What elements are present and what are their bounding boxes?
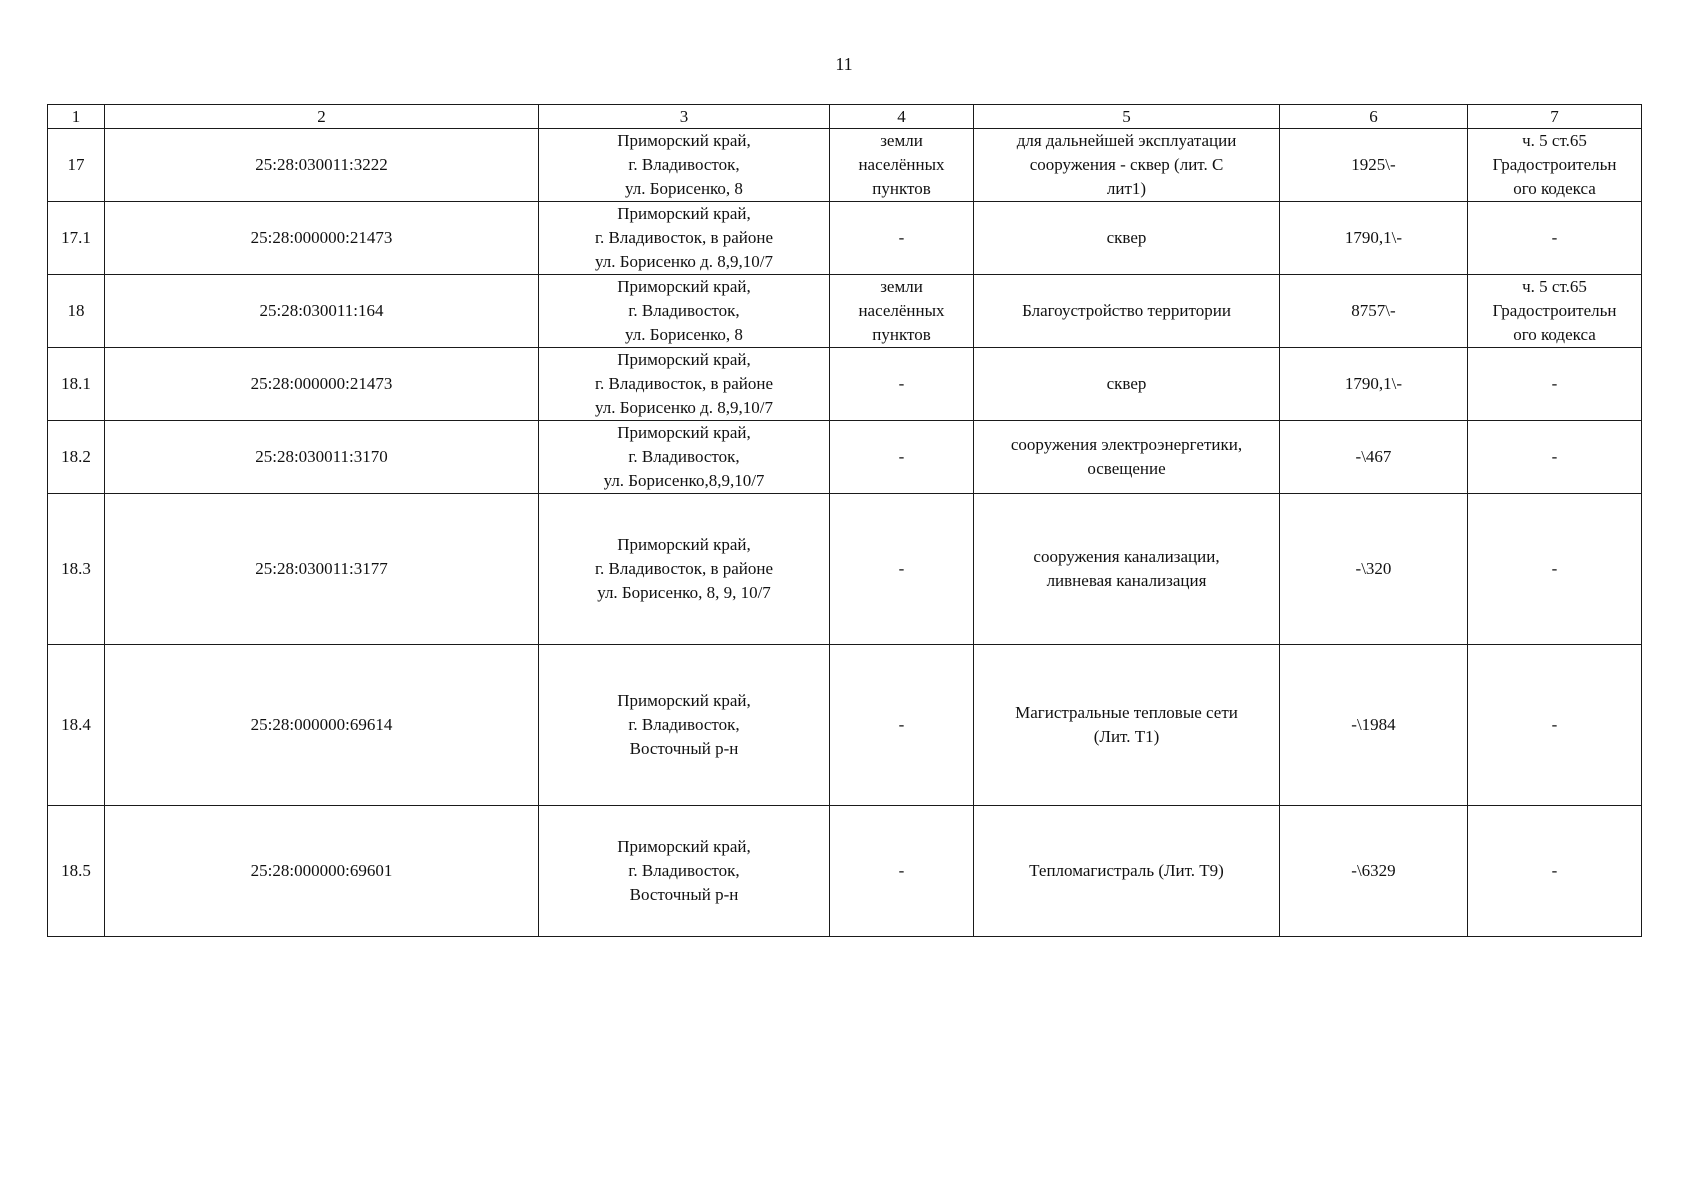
address-cell [539, 202, 830, 275]
cadastral-number-cell: 25:28:030011:3222 [105, 129, 539, 202]
row-number-cell: 18 [48, 275, 105, 348]
address-line: Восточный р-н [629, 885, 739, 904]
cadastral-number-cell: 25:28:000000:21473 [105, 202, 539, 275]
address-line: г. Владивосток, [628, 447, 740, 466]
table-row [48, 645, 1642, 806]
address-line: ул. Борисенко д. 8,9,10/7 [594, 252, 773, 271]
usage-line: ливневая канализация [1046, 571, 1207, 590]
table-row [48, 494, 1642, 645]
area-cell: 1790,1\- [1280, 348, 1468, 421]
area-cell: 8757\- [1280, 275, 1468, 348]
legal-basis-cell: - [1468, 202, 1642, 275]
column-number: 6 [1280, 105, 1468, 129]
address-line: г. Владивосток, в районе [594, 374, 774, 393]
table-row [48, 348, 1642, 421]
usage-line: сооружения электроэнергетики, [1010, 435, 1243, 454]
row-number-cell: 18.1 [48, 348, 105, 421]
cadastral-number-cell: 25:28:000000:69601 [105, 806, 539, 937]
permitted-use-cell [974, 421, 1280, 494]
address-line: ул. Борисенко,8,9,10/7 [603, 471, 765, 490]
row-number-cell: 18.4 [48, 645, 105, 806]
row-number-cell: 18.5 [48, 806, 105, 937]
address-line: г. Владивосток, [628, 861, 740, 880]
address-cell [539, 494, 830, 645]
land-category-cell [830, 275, 974, 348]
land-category-cell: - [830, 202, 974, 275]
basis-line: ч. 5 ст.65 [1522, 277, 1587, 296]
area-cell: -\6329 [1280, 806, 1468, 937]
basis-line: Градостроительн [1492, 301, 1617, 320]
usage-line: сооружения канализации, [1033, 547, 1220, 566]
address-line: Приморский край, [617, 535, 751, 554]
basis-line: Градостроительн [1492, 155, 1617, 174]
cadastral-number-cell: 25:28:000000:21473 [105, 348, 539, 421]
permitted-use-cell: сквер [974, 202, 1280, 275]
address-line: Приморский край, [617, 837, 751, 856]
legal-basis-cell [1468, 129, 1642, 202]
usage-line: для дальнейшей эксплуатации [1016, 131, 1237, 150]
land-category-cell: - [830, 494, 974, 645]
column-number: 4 [830, 105, 974, 129]
address-line: ул. Борисенко, 8 [625, 325, 743, 344]
table-row [48, 129, 1642, 202]
row-number-cell: 17 [48, 129, 105, 202]
legal-basis-cell: - [1468, 806, 1642, 937]
legal-basis-cell: - [1468, 645, 1642, 806]
legal-basis-cell: - [1468, 421, 1642, 494]
table-row [48, 202, 1642, 275]
usage-line: (Лит. Т1) [1093, 727, 1160, 746]
basis-line: ого кодекса [1513, 325, 1596, 344]
address-line: ул. Борисенко, 8 [625, 179, 743, 198]
cadastral-number-cell: 25:28:030011:3170 [105, 421, 539, 494]
address-line: ул. Борисенко, 8, 9, 10/7 [597, 583, 771, 602]
column-number: 3 [539, 105, 830, 129]
land-register-table [47, 104, 1642, 937]
area-cell: -\1984 [1280, 645, 1468, 806]
basis-line: ого кодекса [1513, 179, 1596, 198]
address-line: Приморский край, [617, 277, 751, 296]
category-line: населённых [858, 301, 945, 320]
usage-line: лит1) [1106, 179, 1147, 198]
row-number-cell: 17.1 [48, 202, 105, 275]
usage-line: освещение [1087, 459, 1166, 478]
usage-line: Магистральные тепловые сети [1015, 703, 1238, 722]
page-number: 11 [835, 54, 853, 74]
address-cell [539, 129, 830, 202]
address-line: Приморский край, [617, 131, 751, 150]
category-line: пунктов [872, 179, 931, 198]
table-row [48, 275, 1642, 348]
address-cell [539, 275, 830, 348]
address-line: Приморский край, [617, 691, 751, 710]
address-line: Приморский край, [617, 350, 751, 369]
permitted-use-cell: Благоустройство территории [974, 275, 1280, 348]
category-line: земли [880, 131, 923, 150]
address-line: г. Владивосток, [628, 715, 740, 734]
category-line: земли [880, 277, 923, 296]
area-cell: -\320 [1280, 494, 1468, 645]
permitted-use-cell: Тепломагистраль (Лит. Т9) [974, 806, 1280, 937]
legal-basis-cell: - [1468, 348, 1642, 421]
basis-line: ч. 5 ст.65 [1522, 131, 1587, 150]
category-line: населённых [858, 155, 945, 174]
row-number-cell: 18.3 [48, 494, 105, 645]
land-category-cell: - [830, 806, 974, 937]
address-cell [539, 806, 830, 937]
permitted-use-cell [974, 129, 1280, 202]
land-category-cell: - [830, 421, 974, 494]
address-line: г. Владивосток, в районе [594, 559, 774, 578]
address-cell [539, 348, 830, 421]
address-line: Восточный р-н [629, 739, 739, 758]
usage-line: сооружения - сквер (лит. С [1029, 155, 1224, 174]
address-cell [539, 645, 830, 806]
row-number-cell: 18.2 [48, 421, 105, 494]
cadastral-number-cell: 25:28:030011:3177 [105, 494, 539, 645]
column-number: 5 [974, 105, 1280, 129]
area-cell: -\467 [1280, 421, 1468, 494]
cadastral-number-cell: 25:28:030011:164 [105, 275, 539, 348]
address-line: Приморский край, [617, 423, 751, 442]
legal-basis-cell: - [1468, 494, 1642, 645]
address-line: Приморский край, [617, 204, 751, 223]
category-line: пунктов [872, 325, 931, 344]
address-line: г. Владивосток, в районе [594, 228, 774, 247]
permitted-use-cell [974, 645, 1280, 806]
table-row [48, 806, 1642, 937]
column-number: 1 [48, 105, 105, 129]
land-category-cell: - [830, 645, 974, 806]
permitted-use-cell [974, 494, 1280, 645]
land-category-cell [830, 129, 974, 202]
address-line: г. Владивосток, [628, 155, 740, 174]
column-number: 7 [1468, 105, 1642, 129]
address-cell [539, 421, 830, 494]
table-row [48, 421, 1642, 494]
address-line: ул. Борисенко д. 8,9,10/7 [594, 398, 773, 417]
column-number-row [48, 105, 1642, 129]
permitted-use-cell: сквер [974, 348, 1280, 421]
area-cell: 1925\- [1280, 129, 1468, 202]
column-number: 2 [105, 105, 539, 129]
cadastral-number-cell: 25:28:000000:69614 [105, 645, 539, 806]
address-line: г. Владивосток, [628, 301, 740, 320]
land-category-cell: - [830, 348, 974, 421]
legal-basis-cell [1468, 275, 1642, 348]
area-cell: 1790,1\- [1280, 202, 1468, 275]
